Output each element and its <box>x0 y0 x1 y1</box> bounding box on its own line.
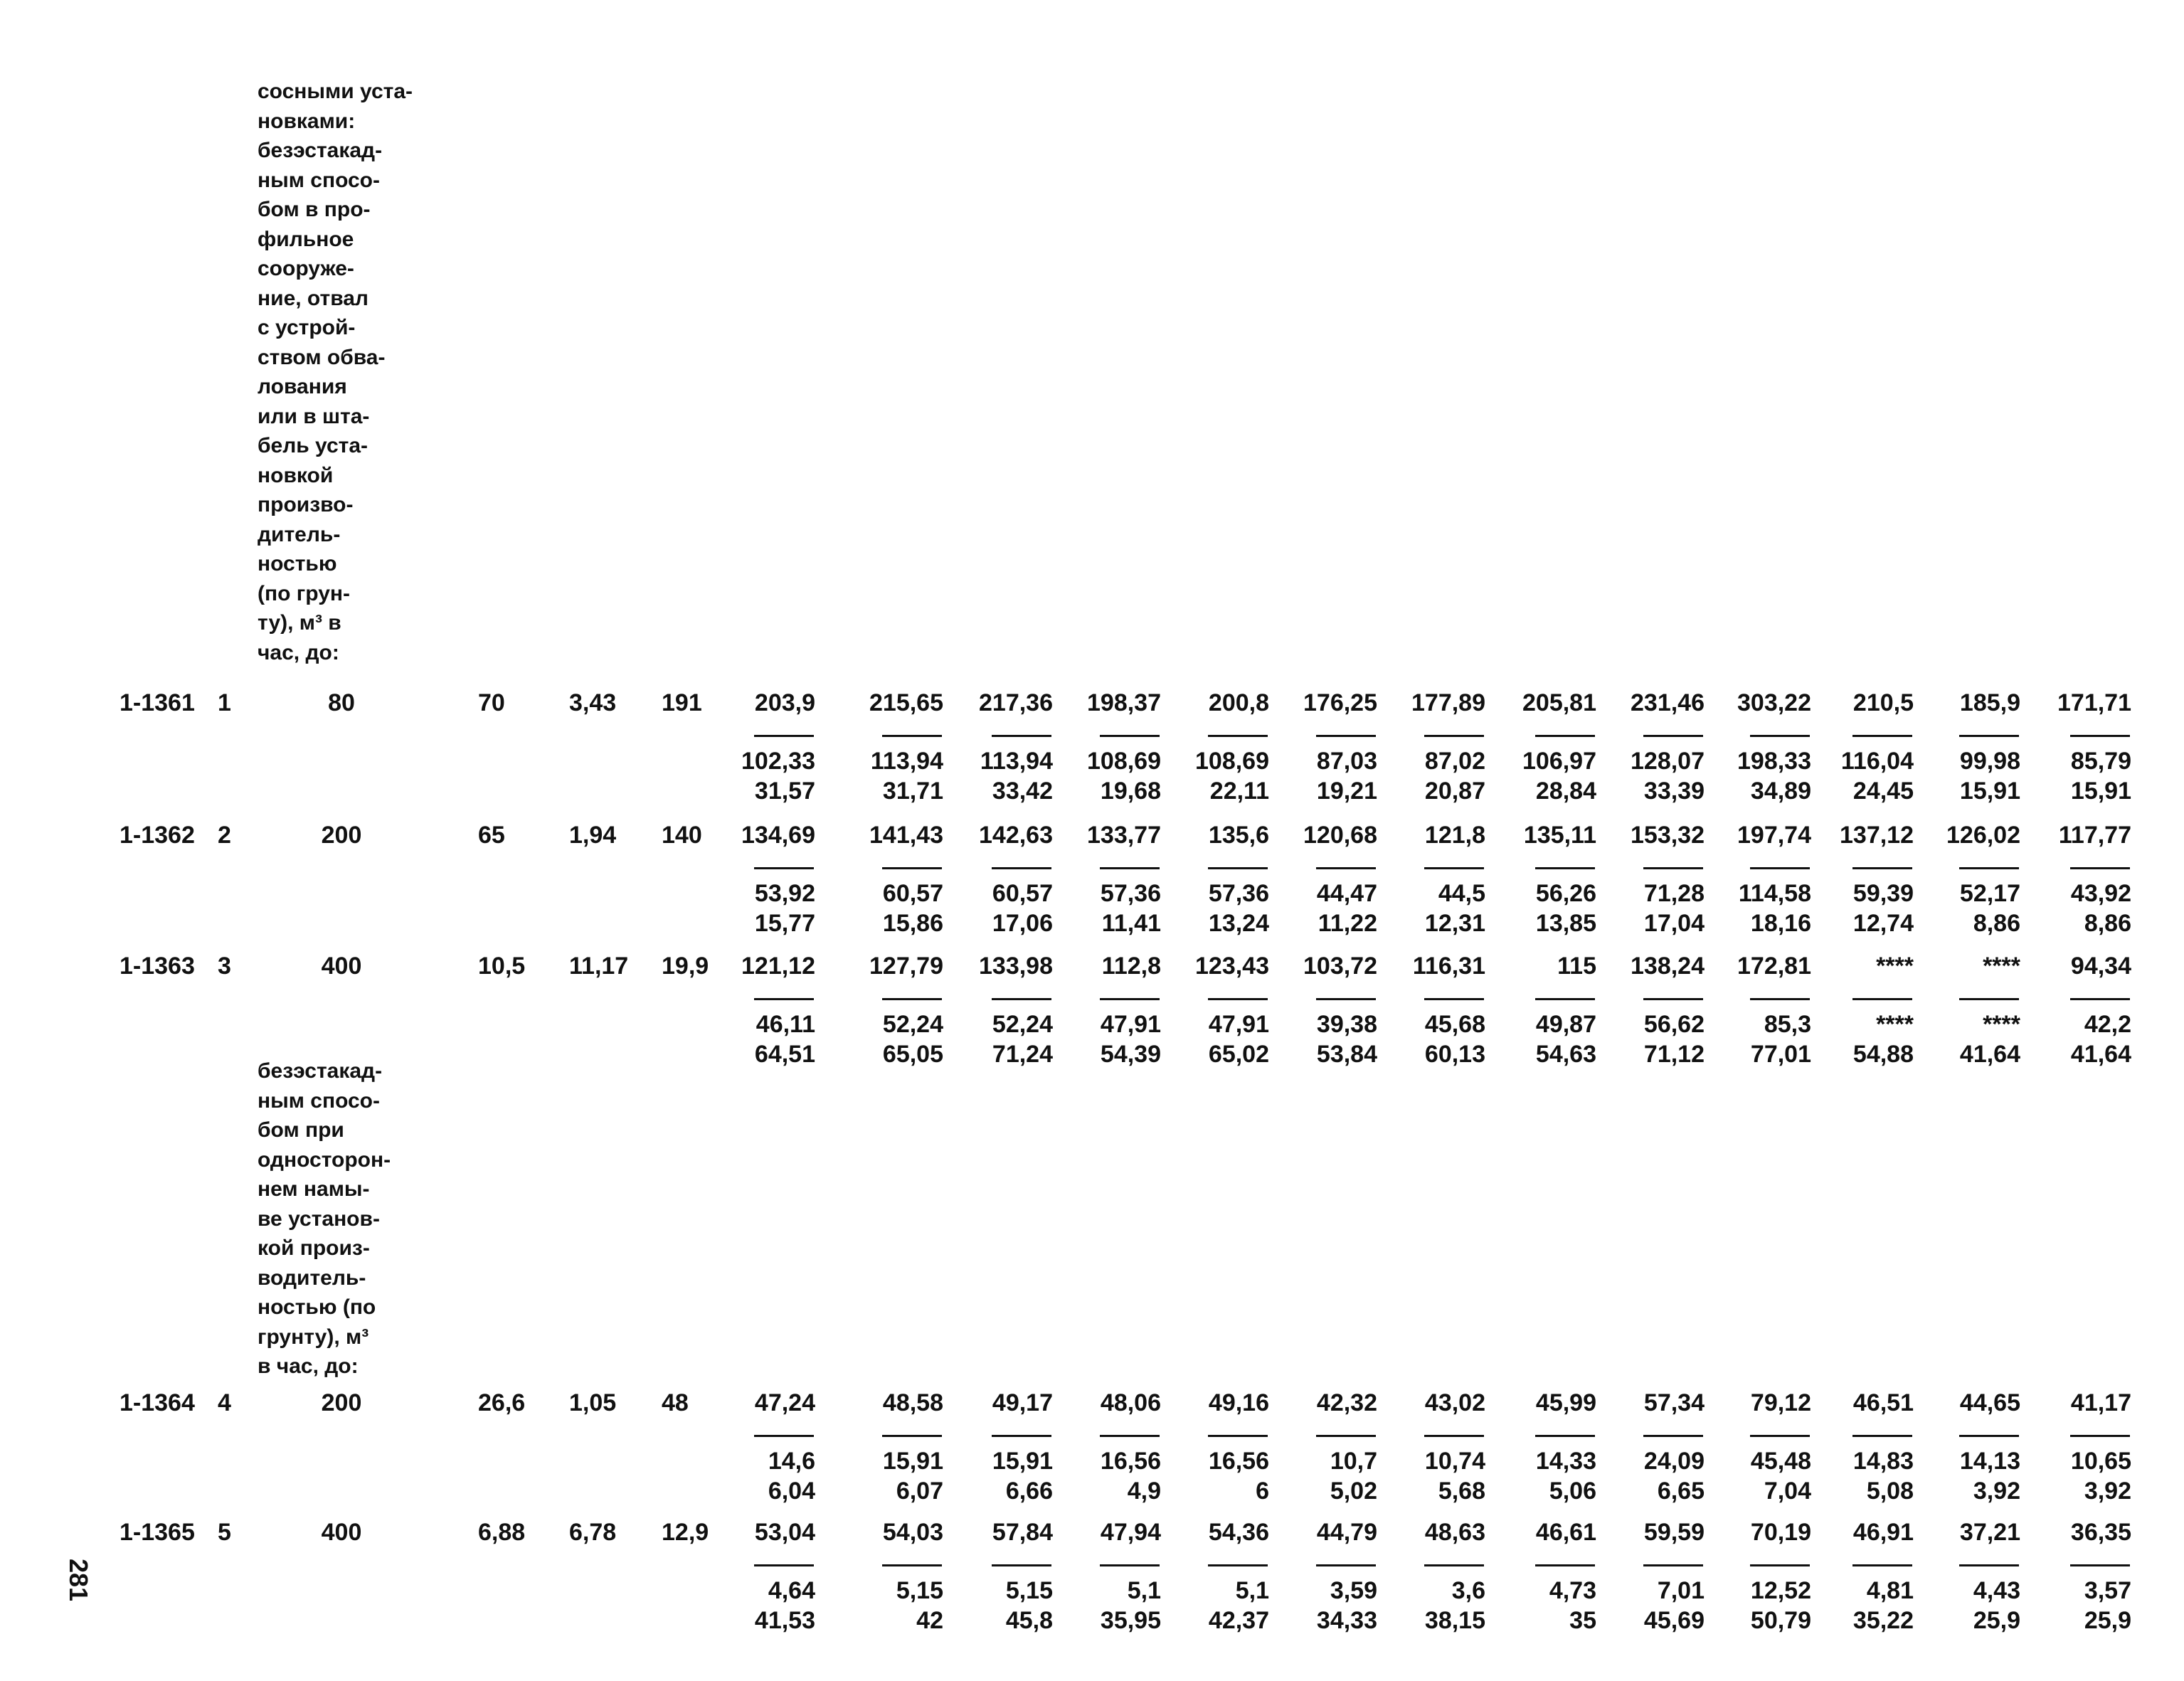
row-col3: 191 <box>662 689 702 716</box>
price-mid: 16,56 <box>1100 1448 1161 1475</box>
price-bottom: 8,86 <box>2084 910 2131 937</box>
price-mid: 108,69 <box>1087 748 1161 775</box>
price-mid: **** <box>1983 1011 2020 1038</box>
price-top: 57,84 <box>992 1519 1053 1546</box>
price-top: 47,24 <box>754 1389 815 1416</box>
price-bottom: 22,11 <box>1209 778 1269 805</box>
price-bottom: 65,05 <box>882 1041 943 1068</box>
price-mid: 102,33 <box>741 748 815 775</box>
price-bottom: 45,69 <box>1643 1607 1705 1634</box>
price-top: 121,8 <box>1424 822 1485 849</box>
price-top: 185,9 <box>1959 689 2020 716</box>
price-top: 135,6 <box>1208 822 1269 849</box>
fraction-line <box>1100 1435 1160 1437</box>
fraction-line <box>882 735 942 737</box>
fraction-line <box>1535 867 1595 869</box>
price-mid: 47,91 <box>1100 1011 1161 1038</box>
price-bottom: 5,06 <box>1549 1478 1596 1505</box>
fraction-line <box>1316 1564 1376 1566</box>
price-mid: 3,59 <box>1330 1577 1377 1604</box>
price-mid: 5,15 <box>1005 1577 1053 1604</box>
price-mid: 59,39 <box>1852 880 1914 907</box>
fraction-line <box>1535 735 1595 737</box>
price-bottom: 15,91 <box>1959 778 2020 805</box>
row-number: 5 <box>218 1519 231 1546</box>
row-col1: 6,88 <box>478 1519 526 1546</box>
fraction-line <box>754 998 814 1000</box>
price-bottom: 25,9 <box>1973 1607 2020 1634</box>
price-mid: **** <box>1876 1011 1914 1038</box>
price-bottom: 25,9 <box>2084 1607 2131 1634</box>
price-bottom: 35,95 <box>1100 1607 1161 1634</box>
price-mid: 3,6 <box>1451 1577 1485 1604</box>
price-top: 115 <box>1557 953 1596 980</box>
price-mid: 113,94 <box>870 748 943 775</box>
price-top: 171,71 <box>2057 689 2131 716</box>
price-top: 94,34 <box>2070 953 2131 980</box>
price-top: 121,12 <box>741 953 815 980</box>
fraction-line <box>1100 998 1160 1000</box>
price-top: 112,8 <box>1101 953 1161 980</box>
price-top: **** <box>1876 953 1914 980</box>
fraction-line <box>882 1435 942 1437</box>
fraction-line <box>1208 1564 1268 1566</box>
price-bottom: 4,9 <box>1127 1478 1161 1505</box>
price-mid: 56,62 <box>1643 1011 1705 1038</box>
row-number: 3 <box>218 953 231 980</box>
price-mid: 87,02 <box>1424 748 1485 775</box>
price-bottom: 31,57 <box>754 778 815 805</box>
price-bottom: 6,07 <box>896 1478 943 1505</box>
fraction-line <box>1959 867 2019 869</box>
price-bottom: 24,45 <box>1852 778 1914 805</box>
price-top: 36,35 <box>2070 1519 2131 1546</box>
price-bottom: 19,21 <box>1316 778 1377 805</box>
price-bottom: 13,24 <box>1208 910 1269 937</box>
price-top: 47,94 <box>1100 1519 1161 1546</box>
price-mid: 49,87 <box>1535 1011 1596 1038</box>
price-top: 141,43 <box>869 822 943 849</box>
price-mid: 116,04 <box>1840 748 1914 775</box>
fraction-line <box>1750 735 1810 737</box>
price-top: **** <box>1983 953 2020 980</box>
price-bottom: 11,22 <box>1318 910 1377 937</box>
price-bottom: 64,51 <box>754 1041 815 1068</box>
fraction-line <box>992 998 1051 1000</box>
price-bottom: 13,85 <box>1535 910 1596 937</box>
price-top: 177,89 <box>1411 689 1485 716</box>
price-mid: 53,92 <box>754 880 815 907</box>
fraction-line <box>1750 1435 1810 1437</box>
fraction-line <box>882 1564 942 1566</box>
row-col2: 1,94 <box>569 822 617 849</box>
price-mid: 46,11 <box>756 1011 815 1038</box>
row-col3: 19,9 <box>662 953 709 980</box>
price-mid: 113,94 <box>980 748 1053 775</box>
price-top: 48,06 <box>1100 1389 1161 1416</box>
price-mid: 71,28 <box>1643 880 1705 907</box>
row-capacity: 200 <box>321 1389 362 1416</box>
price-mid: 99,98 <box>1959 748 2020 775</box>
fraction-line <box>1535 998 1595 1000</box>
fraction-line <box>1643 1564 1703 1566</box>
row-col2: 1,05 <box>569 1389 617 1416</box>
fraction-line <box>1750 998 1810 1000</box>
price-bottom: 28,84 <box>1535 778 1596 805</box>
price-top: 48,58 <box>882 1389 943 1416</box>
price-mid: 10,65 <box>2070 1448 2131 1475</box>
price-top: 48,63 <box>1424 1519 1485 1546</box>
price-top: 215,65 <box>869 689 943 716</box>
price-top: 59,59 <box>1643 1519 1705 1546</box>
price-top: 205,81 <box>1522 689 1596 716</box>
row-capacity: 200 <box>321 822 362 849</box>
fraction-line <box>1643 1435 1703 1437</box>
price-mid: 3,57 <box>2084 1577 2131 1604</box>
row-capacity: 400 <box>321 953 362 980</box>
price-bottom: 6,65 <box>1657 1478 1705 1505</box>
fraction-line <box>1643 867 1703 869</box>
price-bottom: 34,89 <box>1750 778 1811 805</box>
price-bottom: 20,87 <box>1424 778 1485 805</box>
price-bottom: 5,02 <box>1330 1478 1377 1505</box>
price-mid: 56,26 <box>1535 880 1596 907</box>
price-mid: 85,3 <box>1764 1011 1811 1038</box>
price-top: 303,22 <box>1737 689 1811 716</box>
price-bottom: 50,79 <box>1750 1607 1811 1634</box>
price-top: 176,25 <box>1303 689 1377 716</box>
price-top: 44,65 <box>1959 1389 2020 1416</box>
price-mid: 60,57 <box>882 880 943 907</box>
price-top: 203,9 <box>754 689 815 716</box>
fraction-line <box>1535 1435 1595 1437</box>
fraction-line <box>2070 1435 2130 1437</box>
price-mid: 14,6 <box>768 1448 815 1475</box>
price-top: 79,12 <box>1750 1389 1811 1416</box>
fraction-line <box>992 1564 1051 1566</box>
price-top: 123,43 <box>1195 953 1269 980</box>
fraction-line <box>1208 867 1268 869</box>
fraction-line <box>754 735 814 737</box>
fraction-line <box>1852 1564 1912 1566</box>
row-code: 1-1363 <box>120 953 195 980</box>
price-mid: 128,07 <box>1631 748 1705 775</box>
price-bottom: 33,42 <box>992 778 1053 805</box>
price-bottom: 54,63 <box>1535 1041 1596 1068</box>
price-top: 57,34 <box>1643 1389 1705 1416</box>
price-top: 103,72 <box>1303 953 1377 980</box>
price-bottom: 3,92 <box>1973 1478 2020 1505</box>
price-bottom: 7,04 <box>1764 1478 1811 1505</box>
price-mid: 106,97 <box>1522 748 1596 775</box>
fraction-line <box>1424 998 1484 1000</box>
price-mid: 4,73 <box>1549 1577 1596 1604</box>
price-mid: 87,03 <box>1316 748 1377 775</box>
price-bottom: 5,08 <box>1866 1478 1914 1505</box>
row-col3: 48 <box>662 1389 689 1416</box>
price-top: 127,79 <box>869 953 943 980</box>
row-code: 1-1361 <box>120 689 195 716</box>
price-mid: 14,33 <box>1535 1448 1596 1475</box>
fraction-line <box>992 867 1051 869</box>
price-top: 45,99 <box>1535 1389 1596 1416</box>
price-top: 133,98 <box>979 953 1053 980</box>
price-mid: 45,68 <box>1424 1011 1485 1038</box>
price-mid: 42,2 <box>2084 1011 2131 1038</box>
price-mid: 5,1 <box>1127 1577 1161 1604</box>
price-top: 135,11 <box>1523 822 1596 849</box>
row-col1: 65 <box>478 822 505 849</box>
price-bottom: 6,66 <box>1005 1478 1053 1505</box>
description-block-3: безэстакад- ным спосо- бом при односторон- нем намы- ве установ- кой произ- водитель- ностью (по грунту), м³ в час, до: <box>258 1059 391 1378</box>
price-bottom: 71,24 <box>992 1041 1053 1068</box>
price-mid: 15,91 <box>882 1448 943 1475</box>
price-mid: 7,01 <box>1657 1577 1705 1604</box>
price-bottom: 6,04 <box>768 1478 815 1505</box>
price-bottom: 41,64 <box>1959 1041 2020 1068</box>
fraction-line <box>1643 735 1703 737</box>
price-top: 126,02 <box>1946 822 2020 849</box>
price-top: 198,37 <box>1087 689 1161 716</box>
price-mid: 60,57 <box>992 880 1053 907</box>
price-bottom: 41,53 <box>754 1607 815 1634</box>
price-mid: 45,48 <box>1750 1448 1811 1475</box>
description-block-2: безэстакад- ным спосо- бом в про- фильное сооруже- ние, отвал с устрой- ством обва- лования или в шта- бель уста- новкой произво- дитель- ностью (по грун- ту), м³ в час, до: <box>258 139 386 664</box>
price-top: 217,36 <box>979 689 1053 716</box>
fraction-line <box>1316 735 1376 737</box>
fraction-line <box>1750 1564 1810 1566</box>
fraction-line <box>1100 735 1160 737</box>
fraction-line <box>1100 1564 1160 1566</box>
fraction-line <box>754 1435 814 1437</box>
fraction-line <box>1959 1564 2019 1566</box>
price-bottom: 65,02 <box>1208 1041 1269 1068</box>
price-bottom: 17,04 <box>1643 910 1705 937</box>
fraction-line <box>1208 1435 1268 1437</box>
fraction-line <box>2070 735 2130 737</box>
row-col2: 3,43 <box>569 689 617 716</box>
fraction-line <box>882 998 942 1000</box>
price-bottom: 15,86 <box>882 910 943 937</box>
price-mid: 114,58 <box>1738 880 1811 907</box>
fraction-line <box>1750 867 1810 869</box>
fraction-line <box>1316 998 1376 1000</box>
row-number: 2 <box>218 822 231 849</box>
row-code: 1-1365 <box>120 1519 195 1546</box>
price-bottom: 45,8 <box>1005 1607 1053 1634</box>
price-mid: 24,09 <box>1643 1448 1705 1475</box>
row-col3: 140 <box>662 822 702 849</box>
fraction-line <box>1208 998 1268 1000</box>
price-top: 142,63 <box>979 822 1053 849</box>
price-mid: 44,47 <box>1316 880 1377 907</box>
price-mid: 43,92 <box>2070 880 2131 907</box>
price-top: 41,17 <box>2070 1389 2131 1416</box>
fraction-line <box>1100 867 1160 869</box>
price-bottom: 3,92 <box>2084 1478 2131 1505</box>
price-bottom: 35 <box>1569 1607 1596 1634</box>
fraction-line <box>882 867 942 869</box>
price-top: 117,77 <box>2058 822 2131 849</box>
row-number: 4 <box>218 1389 231 1416</box>
price-bottom: 71,12 <box>1643 1041 1705 1068</box>
fraction-line <box>1316 1435 1376 1437</box>
price-mid: 4,43 <box>1973 1577 2020 1604</box>
price-bottom: 53,84 <box>1316 1041 1377 1068</box>
price-top: 37,21 <box>1959 1519 2020 1546</box>
price-top: 120,68 <box>1303 822 1377 849</box>
fraction-line <box>1535 1564 1595 1566</box>
price-top: 200,8 <box>1208 689 1269 716</box>
price-top: 49,17 <box>992 1389 1053 1416</box>
fraction-line <box>1959 735 2019 737</box>
price-mid: 47,91 <box>1208 1011 1269 1038</box>
price-bottom: 41,64 <box>2070 1041 2131 1068</box>
row-code: 1-1364 <box>120 1389 195 1416</box>
price-top: 53,04 <box>754 1519 815 1546</box>
price-bottom: 42 <box>916 1607 943 1634</box>
price-top: 46,91 <box>1852 1519 1914 1546</box>
price-top: 197,74 <box>1737 822 1811 849</box>
description-block-1: сосными уста- новками: <box>258 80 413 133</box>
price-top: 46,61 <box>1535 1519 1596 1546</box>
price-mid: 10,7 <box>1330 1448 1377 1475</box>
price-top: 231,46 <box>1631 689 1705 716</box>
fraction-line <box>1852 1435 1912 1437</box>
price-top: 46,51 <box>1852 1389 1914 1416</box>
row-col2: 6,78 <box>569 1519 617 1546</box>
price-bottom: 12,74 <box>1852 910 1914 937</box>
price-bottom: 38,15 <box>1424 1607 1485 1634</box>
fraction-line <box>1852 867 1912 869</box>
row-capacity: 80 <box>328 689 355 716</box>
price-bottom: 18,16 <box>1750 910 1811 937</box>
price-top: 172,81 <box>1737 953 1811 980</box>
fraction-line <box>1959 1435 2019 1437</box>
price-mid: 4,81 <box>1866 1577 1914 1604</box>
row-capacity: 400 <box>321 1519 362 1546</box>
price-bottom: 35,22 <box>1852 1607 1914 1634</box>
price-mid: 52,17 <box>1959 880 2020 907</box>
price-top: 54,03 <box>882 1519 943 1546</box>
price-mid: 14,13 <box>1959 1448 2020 1475</box>
fraction-line <box>2070 867 2130 869</box>
price-mid: 10,74 <box>1424 1448 1485 1475</box>
price-bottom: 15,77 <box>754 910 815 937</box>
price-top: 134,69 <box>741 822 815 849</box>
price-bottom: 33,39 <box>1643 778 1705 805</box>
price-top: 137,12 <box>1840 822 1914 849</box>
price-mid: 5,15 <box>896 1577 943 1604</box>
price-top: 70,19 <box>1750 1519 1811 1546</box>
price-mid: 44,5 <box>1438 880 1485 907</box>
price-mid: 16,56 <box>1208 1448 1269 1475</box>
price-mid: 4,64 <box>768 1577 815 1604</box>
price-bottom: 60,13 <box>1424 1041 1485 1068</box>
row-col1: 26,6 <box>478 1389 526 1416</box>
price-bottom: 6 <box>1256 1478 1269 1505</box>
price-bottom: 77,01 <box>1750 1041 1811 1068</box>
price-bottom: 54,39 <box>1100 1041 1161 1068</box>
price-top: 44,79 <box>1316 1519 1377 1546</box>
page-number: 281 <box>64 1558 94 1602</box>
fraction-line <box>1424 867 1484 869</box>
fraction-line <box>1424 1435 1484 1437</box>
price-top: 42,32 <box>1316 1389 1377 1416</box>
price-bottom: 5,68 <box>1438 1478 1485 1505</box>
price-top: 116,31 <box>1412 953 1485 980</box>
fraction-line <box>992 1435 1051 1437</box>
price-bottom: 19,68 <box>1100 778 1161 805</box>
price-top: 210,5 <box>1852 689 1914 716</box>
row-number: 1 <box>218 689 231 716</box>
price-mid: 57,36 <box>1208 880 1269 907</box>
price-top: 153,32 <box>1631 822 1705 849</box>
fraction-line <box>1852 735 1912 737</box>
row-col2: 11,17 <box>569 953 629 980</box>
price-mid: 85,79 <box>2070 748 2131 775</box>
price-mid: 5,1 <box>1235 1577 1269 1604</box>
price-top: 43,02 <box>1424 1389 1485 1416</box>
fraction-line <box>2070 1564 2130 1566</box>
fraction-line <box>992 735 1051 737</box>
row-code: 1-1362 <box>120 822 195 849</box>
price-mid: 15,91 <box>992 1448 1053 1475</box>
price-bottom: 34,33 <box>1316 1607 1377 1634</box>
price-top: 138,24 <box>1631 953 1705 980</box>
price-top: 54,36 <box>1208 1519 1269 1546</box>
price-bottom: 11,41 <box>1101 910 1161 937</box>
price-mid: 14,83 <box>1852 1448 1914 1475</box>
row-col1: 70 <box>478 689 505 716</box>
fraction-line <box>1643 998 1703 1000</box>
price-top: 133,77 <box>1087 822 1161 849</box>
fraction-line <box>1424 1564 1484 1566</box>
price-mid: 52,24 <box>882 1011 943 1038</box>
row-col3: 12,9 <box>662 1519 709 1546</box>
price-mid: 198,33 <box>1737 748 1811 775</box>
price-bottom: 42,37 <box>1208 1607 1269 1634</box>
price-top: 49,16 <box>1208 1389 1269 1416</box>
row-col1: 10,5 <box>478 953 526 980</box>
fraction-line <box>2070 998 2130 1000</box>
price-bottom: 54,88 <box>1852 1041 1914 1068</box>
fraction-line <box>1316 867 1376 869</box>
price-mid: 12,52 <box>1750 1577 1811 1604</box>
price-bottom: 15,91 <box>2070 778 2131 805</box>
fraction-line <box>1959 998 2019 1000</box>
fraction-line <box>754 867 814 869</box>
price-bottom: 31,71 <box>882 778 943 805</box>
price-bottom: 8,86 <box>1973 910 2020 937</box>
fraction-line <box>1424 735 1484 737</box>
price-mid: 52,24 <box>992 1011 1053 1038</box>
price-bottom: 17,06 <box>992 910 1053 937</box>
price-bottom: 12,31 <box>1424 910 1485 937</box>
fraction-line <box>1852 998 1912 1000</box>
price-mid: 57,36 <box>1100 880 1161 907</box>
price-mid: 108,69 <box>1195 748 1269 775</box>
price-mid: 39,38 <box>1316 1011 1377 1038</box>
fraction-line <box>754 1564 814 1566</box>
fraction-line <box>1208 735 1268 737</box>
